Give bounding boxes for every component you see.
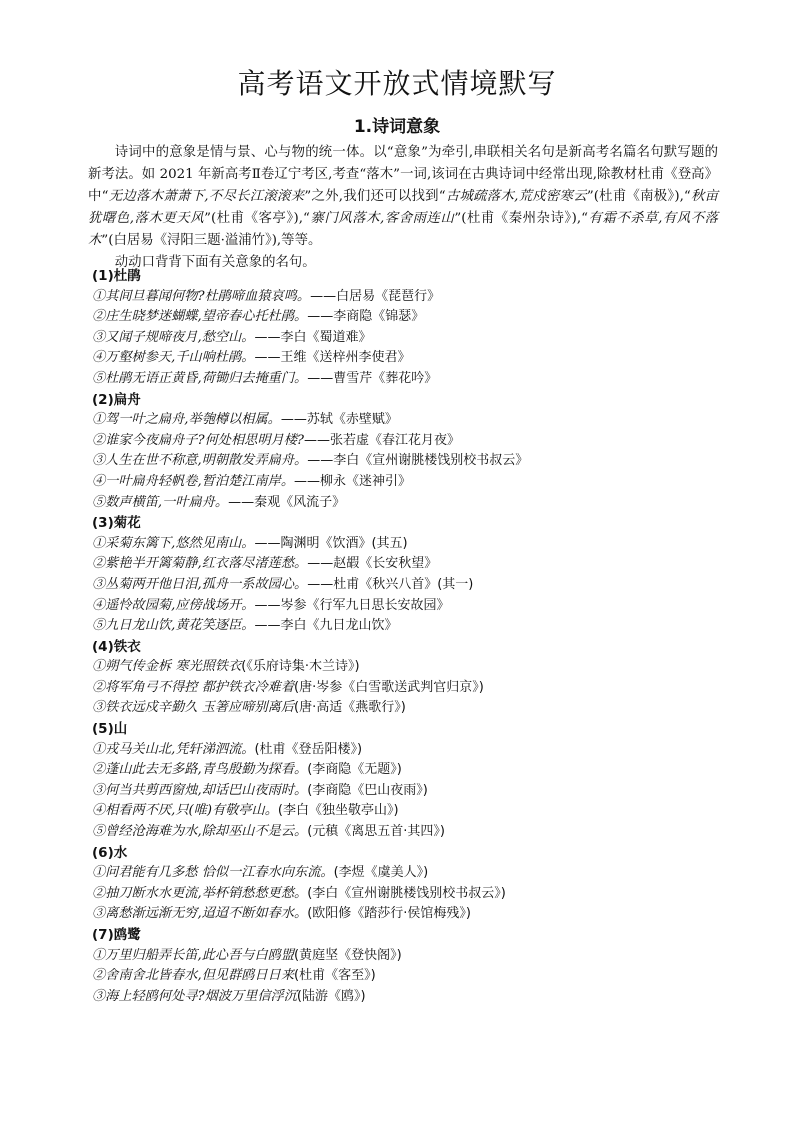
verse-text: ⑤杜鹃无语正黄昏,荷锄归去掩重门。 [92, 370, 308, 386]
verse-source: ——曹雪芹《葬花吟》 [307, 370, 438, 386]
verse-source: (杜甫《客至》) [294, 968, 376, 984]
verse-text: ②谁家今夜扁舟子?何处相思明月楼? [92, 432, 304, 448]
verse-source: ——秦观《风流子》 [228, 494, 346, 510]
page-title: 高考语文开放式情境默写 [237, 67, 557, 100]
verse-source: (陆游《鸥》) [296, 988, 366, 1004]
verse-text: ④遥怜故园菊,应傍战场开。 [92, 597, 255, 613]
poem-line [92, 760, 732, 781]
intro-paragraph [88, 142, 718, 252]
verse-text: ③又闻子规啼夜月,愁空山。 [92, 329, 255, 345]
verse-source: ——李白《九日龙山饮》 [254, 618, 398, 634]
section-subtitle: 1.诗词意象 [353, 117, 441, 137]
intro-text-run: 诗词中的意象是情与景、心与物的统一体。以“意象”为牵引,串联相关名句是新高考名篇名句默写题的新考法。如 2021 年新高考Ⅱ卷辽宁考区,考查“落木”一词,该词在古典诗词中经常出现,除教材杜甫《登高》中“ [88, 145, 718, 204]
section-heading: (1)杜鹃 [92, 268, 141, 284]
verse-text: ④万壑树参天,千山响杜鹃。 [92, 350, 255, 366]
verse-text: ②舍南舍北皆春水,但见群鸥日日来 [92, 968, 295, 984]
quoted-verse: 寨门风落木,客舍雨连山 [309, 211, 455, 226]
poem-section [92, 390, 732, 514]
verse-source: (元稹《离思五首·其四》) [307, 824, 445, 840]
poem-line [92, 410, 732, 431]
poem-line [92, 740, 732, 761]
quoted-verse: 无边落木萧萧下,不尽长江滚滚来 [108, 189, 305, 204]
verse-source: (杜甫《登岳阳楼》) [254, 741, 363, 757]
verse-source: (唐·高适《燕歌行》) [294, 700, 406, 716]
verse-source: ——李商隐《锦瑟》 [307, 309, 425, 325]
poem-line [92, 884, 732, 905]
section-heading: (3)菊花 [92, 515, 141, 532]
verse-text: ③人生在世不称意,明朝散发弄扁舟。 [92, 453, 308, 469]
poem-line [92, 781, 732, 802]
verse-source: (李白《宣州谢朓楼饯别校书叔云》) [307, 885, 506, 901]
intro-instruction: 动动口背背下面有关意象的名句。 [114, 255, 316, 270]
poem-line [92, 348, 732, 369]
verse-text: ①万里归船弄长笛,此心吾与白鸥盟 [92, 947, 295, 963]
verse-source: ——柳永《迷神引》 [294, 473, 412, 489]
verse-text: ⑤曾经沧海难为水,除却巫山不是云。 [92, 824, 308, 840]
verse-source: ——白居易《琵琶行》 [310, 288, 441, 304]
verse-source: (《乐府诗集·木兰诗》) [241, 659, 360, 675]
poem-line [92, 904, 732, 925]
verse-source: (欧阳修《踏莎行·侯馆梅残》) [307, 906, 471, 922]
verse-source: (唐·岑参《白雪歌送武判官归京》) [294, 679, 484, 695]
poem-line [92, 616, 732, 637]
verse-text: ①驾一叶之扁舟,举匏樽以相属。 [92, 412, 281, 428]
poem-line [92, 575, 732, 596]
poem-line [92, 431, 732, 452]
poem-line [92, 966, 732, 987]
poem-section [92, 513, 732, 637]
verse-source: (黄庭坚《登快阁》) [294, 947, 402, 963]
poem-section [92, 637, 732, 719]
poem-line [92, 493, 732, 514]
verse-source: (李商隐《巴山夜雨》) [307, 782, 428, 798]
section-heading: (6)水 [92, 844, 128, 861]
poem-line [92, 287, 732, 308]
verse-source: ——王维《送梓州李使君》 [254, 350, 411, 366]
intro-text-run: ”(杜甫《秦州杂诗》),“ [454, 211, 588, 226]
verse-text: ②庄生晓梦迷蝴蝶,望帝春心托杜鹃。 [92, 309, 308, 325]
intro-text-run: ”之外,我们还可以找到“ [304, 189, 446, 204]
section-heading: (4)铁衣 [92, 638, 141, 655]
poem-line [92, 534, 732, 555]
intro-text-run: ”(杜甫《南极》),“ [586, 189, 691, 204]
verse-text: ①其间旦暮闻何物?杜鹃啼血猿哀鸣。 [92, 288, 311, 304]
poem-line [92, 946, 732, 967]
verse-text: ③何当共剪西窗烛,却话巴山夜雨时。 [92, 782, 308, 798]
poem-line [92, 801, 732, 822]
verse-text: ③海上轻鸥何处寻?烟波万里信浮沉 [92, 988, 297, 1004]
verse-source: (李白《独坐敬亭山》) [277, 803, 399, 819]
poem-line [92, 307, 732, 328]
verse-text: ②蓬山此去无多路,青鸟殷勤为探看。 [92, 762, 308, 778]
verse-source: ——苏轼《赤壁赋》 [280, 412, 398, 428]
poem-line [92, 822, 732, 843]
section-heading: (5)山 [92, 721, 128, 738]
intro-text-run: ”(杜甫《客亭》),“ [204, 211, 310, 226]
verse-source: ——张若虚《春江花月夜》 [303, 432, 460, 448]
verse-source: ——赵嘏《长安秋望》 [307, 556, 438, 572]
verse-text: ③铁衣远戍辛勤久 玉箸应啼别离后 [92, 700, 295, 716]
poem-sections [92, 266, 732, 1007]
intro-text [88, 142, 718, 274]
intro-text-run: ”(白居易《浔阳三题·溢浦竹》),等等。 [101, 233, 322, 248]
poem-line [92, 369, 732, 390]
section-heading: (2)扁舟 [92, 391, 141, 408]
verse-source: ——李白《宣州谢朓楼饯别校书叔云》 [307, 453, 529, 469]
poem-line [92, 451, 732, 472]
verse-text: ⑤数声横笛,一叶扁舟。 [92, 494, 229, 510]
verse-source: (李煜《虞美人》) [333, 865, 429, 881]
poem-line [92, 472, 732, 493]
verse-text: ③丛菊两开他日泪,孤舟一系故园心。 [92, 576, 308, 592]
verse-text: ④相看两不厌,只(唯)有敬亭山。 [92, 803, 278, 819]
verse-text: ②将军角弓不得控 都护铁衣冷难着 [92, 679, 295, 695]
poem-section [92, 925, 732, 1007]
poem-line [92, 657, 732, 678]
poem-section [92, 266, 732, 390]
quoted-verse: 有霜不杀草,有风不落木 [88, 211, 718, 248]
verse-source: ——李白《蜀道难》 [254, 329, 372, 345]
poem-section [92, 843, 732, 925]
poem-section [92, 719, 732, 843]
verse-text: ②抽刀断水水更流,举杯销愁愁更愁。 [92, 885, 308, 901]
verse-source: (李商隐《无题》) [307, 762, 402, 778]
quoted-verse: 古城疏落木,荒戍密寒云 [445, 189, 587, 204]
poem-line [92, 678, 732, 699]
poem-line [92, 554, 732, 575]
poem-line [92, 863, 732, 884]
poem-line [92, 698, 732, 719]
verse-source: ——岑参《行军九日思长安故园》 [254, 597, 450, 613]
verse-text: ⑤九日龙山饮,黄花笑逐臣。 [92, 618, 255, 634]
poem-line [92, 596, 732, 617]
verse-text: ①戎马关山北,凭轩涕泗流。 [92, 741, 255, 757]
verse-text: ③离愁渐远渐无穷,迢迢不断如春水。 [92, 906, 308, 922]
verse-text: ④一叶扁舟轻帆卷,暂泊楚江南岸。 [92, 473, 295, 489]
verse-source: ——杜甫《秋兴八首》(其一) [307, 576, 474, 592]
verse-text: ②紫艳半开篱菊静,红衣落尽渚莲愁。 [92, 556, 308, 572]
verse-text: ①朔气传金柝 寒光照铁衣 [92, 659, 242, 675]
section-heading: (7)鸥鹭 [92, 927, 141, 943]
verse-text: ①采菊东篱下,悠然见南山。 [92, 535, 255, 551]
poem-line [92, 987, 732, 1008]
verse-text: ①问君能有几多愁 恰似一江春水向东流。 [92, 865, 334, 881]
poem-line [92, 328, 732, 349]
verse-source: ——陶渊明《饮酒》(其五) [254, 535, 408, 551]
quoted-verse: 秋亩犹曙色,落木更天风 [88, 189, 718, 226]
